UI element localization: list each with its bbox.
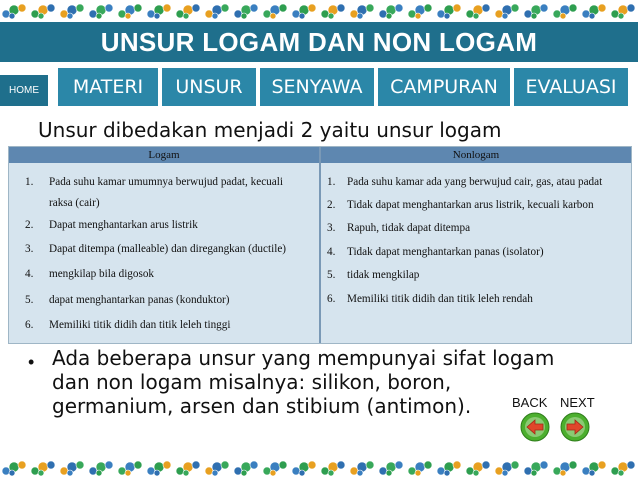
paragraph-line: germanium, arsen dan stibium (antimon). xyxy=(52,394,472,418)
logam-item: mengkilap bila digosok xyxy=(49,268,155,280)
molecule-icon xyxy=(118,461,142,476)
molecule-icon xyxy=(350,4,374,19)
molecule-icon xyxy=(31,461,55,476)
logam-num: 5. xyxy=(25,294,34,306)
molecule-icon xyxy=(147,461,171,476)
molecule-icon xyxy=(2,4,26,19)
next-label: NEXT xyxy=(560,395,595,410)
molecule-icon xyxy=(495,461,519,476)
table-header-logam-label: Logam xyxy=(148,149,180,161)
nonlogam-num: 6. xyxy=(327,293,336,305)
nonlogam-item: Tidak dapat menghantarkan panas (isolator) xyxy=(347,246,544,258)
molecule-icon xyxy=(147,4,171,19)
home-button[interactable]: HOME xyxy=(0,75,48,106)
tab-materi[interactable]: MATERI xyxy=(58,68,158,106)
molecule-icon xyxy=(524,4,548,19)
molecule-icon xyxy=(89,461,113,476)
molecule-icon xyxy=(611,4,635,19)
molecule-icon xyxy=(495,4,519,19)
molecule-icon xyxy=(118,4,142,19)
nonlogam-item: Memiliki titik didih dan titik leleh rendah xyxy=(347,293,533,305)
molecule-icon xyxy=(553,461,577,476)
molecule-icon xyxy=(350,461,374,476)
nonlogam-item: Pada suhu kamar ada yang berwujud cair, gas, atau padat xyxy=(347,176,603,188)
nonlogam-item: Tidak dapat menghantarkan arus listrik, kecuali karbon xyxy=(347,199,594,211)
logam-num: 2. xyxy=(25,219,34,231)
nonlogam-item: tidak mengkilap xyxy=(347,269,420,281)
molecule-icon xyxy=(611,461,635,476)
molecule-icon xyxy=(408,461,432,476)
molecule-icon xyxy=(205,4,229,19)
molecule-icon xyxy=(263,461,287,476)
molecule-icon xyxy=(379,4,403,19)
nonlogam-num: 3. xyxy=(327,222,336,234)
nonlogam-num: 5. xyxy=(327,269,336,281)
nonlogam-num: 4. xyxy=(327,246,336,258)
table-header-nonlogam xyxy=(321,147,631,163)
table-header-nonlogam-label: Nonlogam xyxy=(452,149,500,161)
molecule-icon xyxy=(582,4,606,19)
logam-num: 6. xyxy=(25,319,34,331)
molecule-icon xyxy=(176,461,200,476)
logam-item: dapat menghantarkan panas (konduktor) xyxy=(49,294,230,306)
molecule-icon xyxy=(89,4,113,19)
molecule-icon xyxy=(466,461,490,476)
logam-item: raksa (cair) xyxy=(49,197,100,209)
molecule-icon xyxy=(60,4,84,19)
logam-num: 3. xyxy=(25,243,34,255)
tab-unsur[interactable]: UNSUR xyxy=(162,68,256,106)
tab-evaluasi[interactable]: EVALUASI xyxy=(514,68,628,106)
molecule-icon xyxy=(205,461,229,476)
molecule-icon xyxy=(321,461,345,476)
molecule-icon xyxy=(524,461,548,476)
logam-item: Dapat menghantarkan arus listrik xyxy=(49,219,198,231)
back-label: BACK xyxy=(512,395,548,410)
back-button[interactable] xyxy=(520,412,550,442)
molecule-icon xyxy=(2,461,26,476)
molecule-icon xyxy=(437,461,461,476)
table-header-logam xyxy=(9,147,319,163)
molecule-border-top xyxy=(0,0,638,22)
paragraph-line: dan non logam misalnya: silikon, boron, xyxy=(52,370,452,394)
logam-item: Memiliki titik didih dan titik leleh tinggi xyxy=(49,319,231,331)
table-column-divider xyxy=(319,147,321,343)
nonlogam-num: 1. xyxy=(327,176,336,188)
molecule-icon xyxy=(408,4,432,19)
molecule-icon xyxy=(553,4,577,19)
molecule-icon xyxy=(437,4,461,19)
molecule-icon xyxy=(379,461,403,476)
molecule-icon xyxy=(292,461,316,476)
comparison-table xyxy=(8,146,632,344)
tab-senyawa[interactable]: SENYAWA xyxy=(260,68,374,106)
logam-item: Dapat ditempa (malleable) dan diregangkan (ductile) xyxy=(49,243,287,255)
logam-item: Pada suhu kamar umumnya berwujud padat, kecuali xyxy=(49,176,283,188)
logam-num: 4. xyxy=(25,268,34,280)
bullet-icon: • xyxy=(28,352,35,372)
molecule-border-bottom xyxy=(0,457,638,479)
molecule-icon xyxy=(321,4,345,19)
molecule-icon xyxy=(31,4,55,19)
paragraph-line: Ada beberapa unsur yang mempunyai sifat logam xyxy=(52,346,555,370)
molecule-icon xyxy=(466,4,490,19)
molecule-icon xyxy=(292,4,316,19)
logam-num: 1. xyxy=(25,176,34,188)
next-arrow-icon xyxy=(560,412,590,442)
tab-campuran[interactable]: CAMPURAN xyxy=(378,68,510,106)
back-arrow-icon xyxy=(520,412,550,442)
molecule-icon xyxy=(176,4,200,19)
nonlogam-num: 2. xyxy=(327,199,336,211)
intro-text: Unsur dibedakan menjadi 2 yaitu unsur logam xyxy=(38,118,502,142)
molecule-icon xyxy=(263,4,287,19)
next-button[interactable] xyxy=(560,412,590,442)
molecule-icon xyxy=(234,4,258,19)
nonlogam-item: Rapuh, tidak dapat ditempa xyxy=(347,222,471,234)
molecule-icon xyxy=(60,461,84,476)
molecule-icon xyxy=(582,461,606,476)
molecule-icon xyxy=(234,461,258,476)
page-title: UNSUR LOGAM DAN NON LOGAM xyxy=(100,27,538,57)
